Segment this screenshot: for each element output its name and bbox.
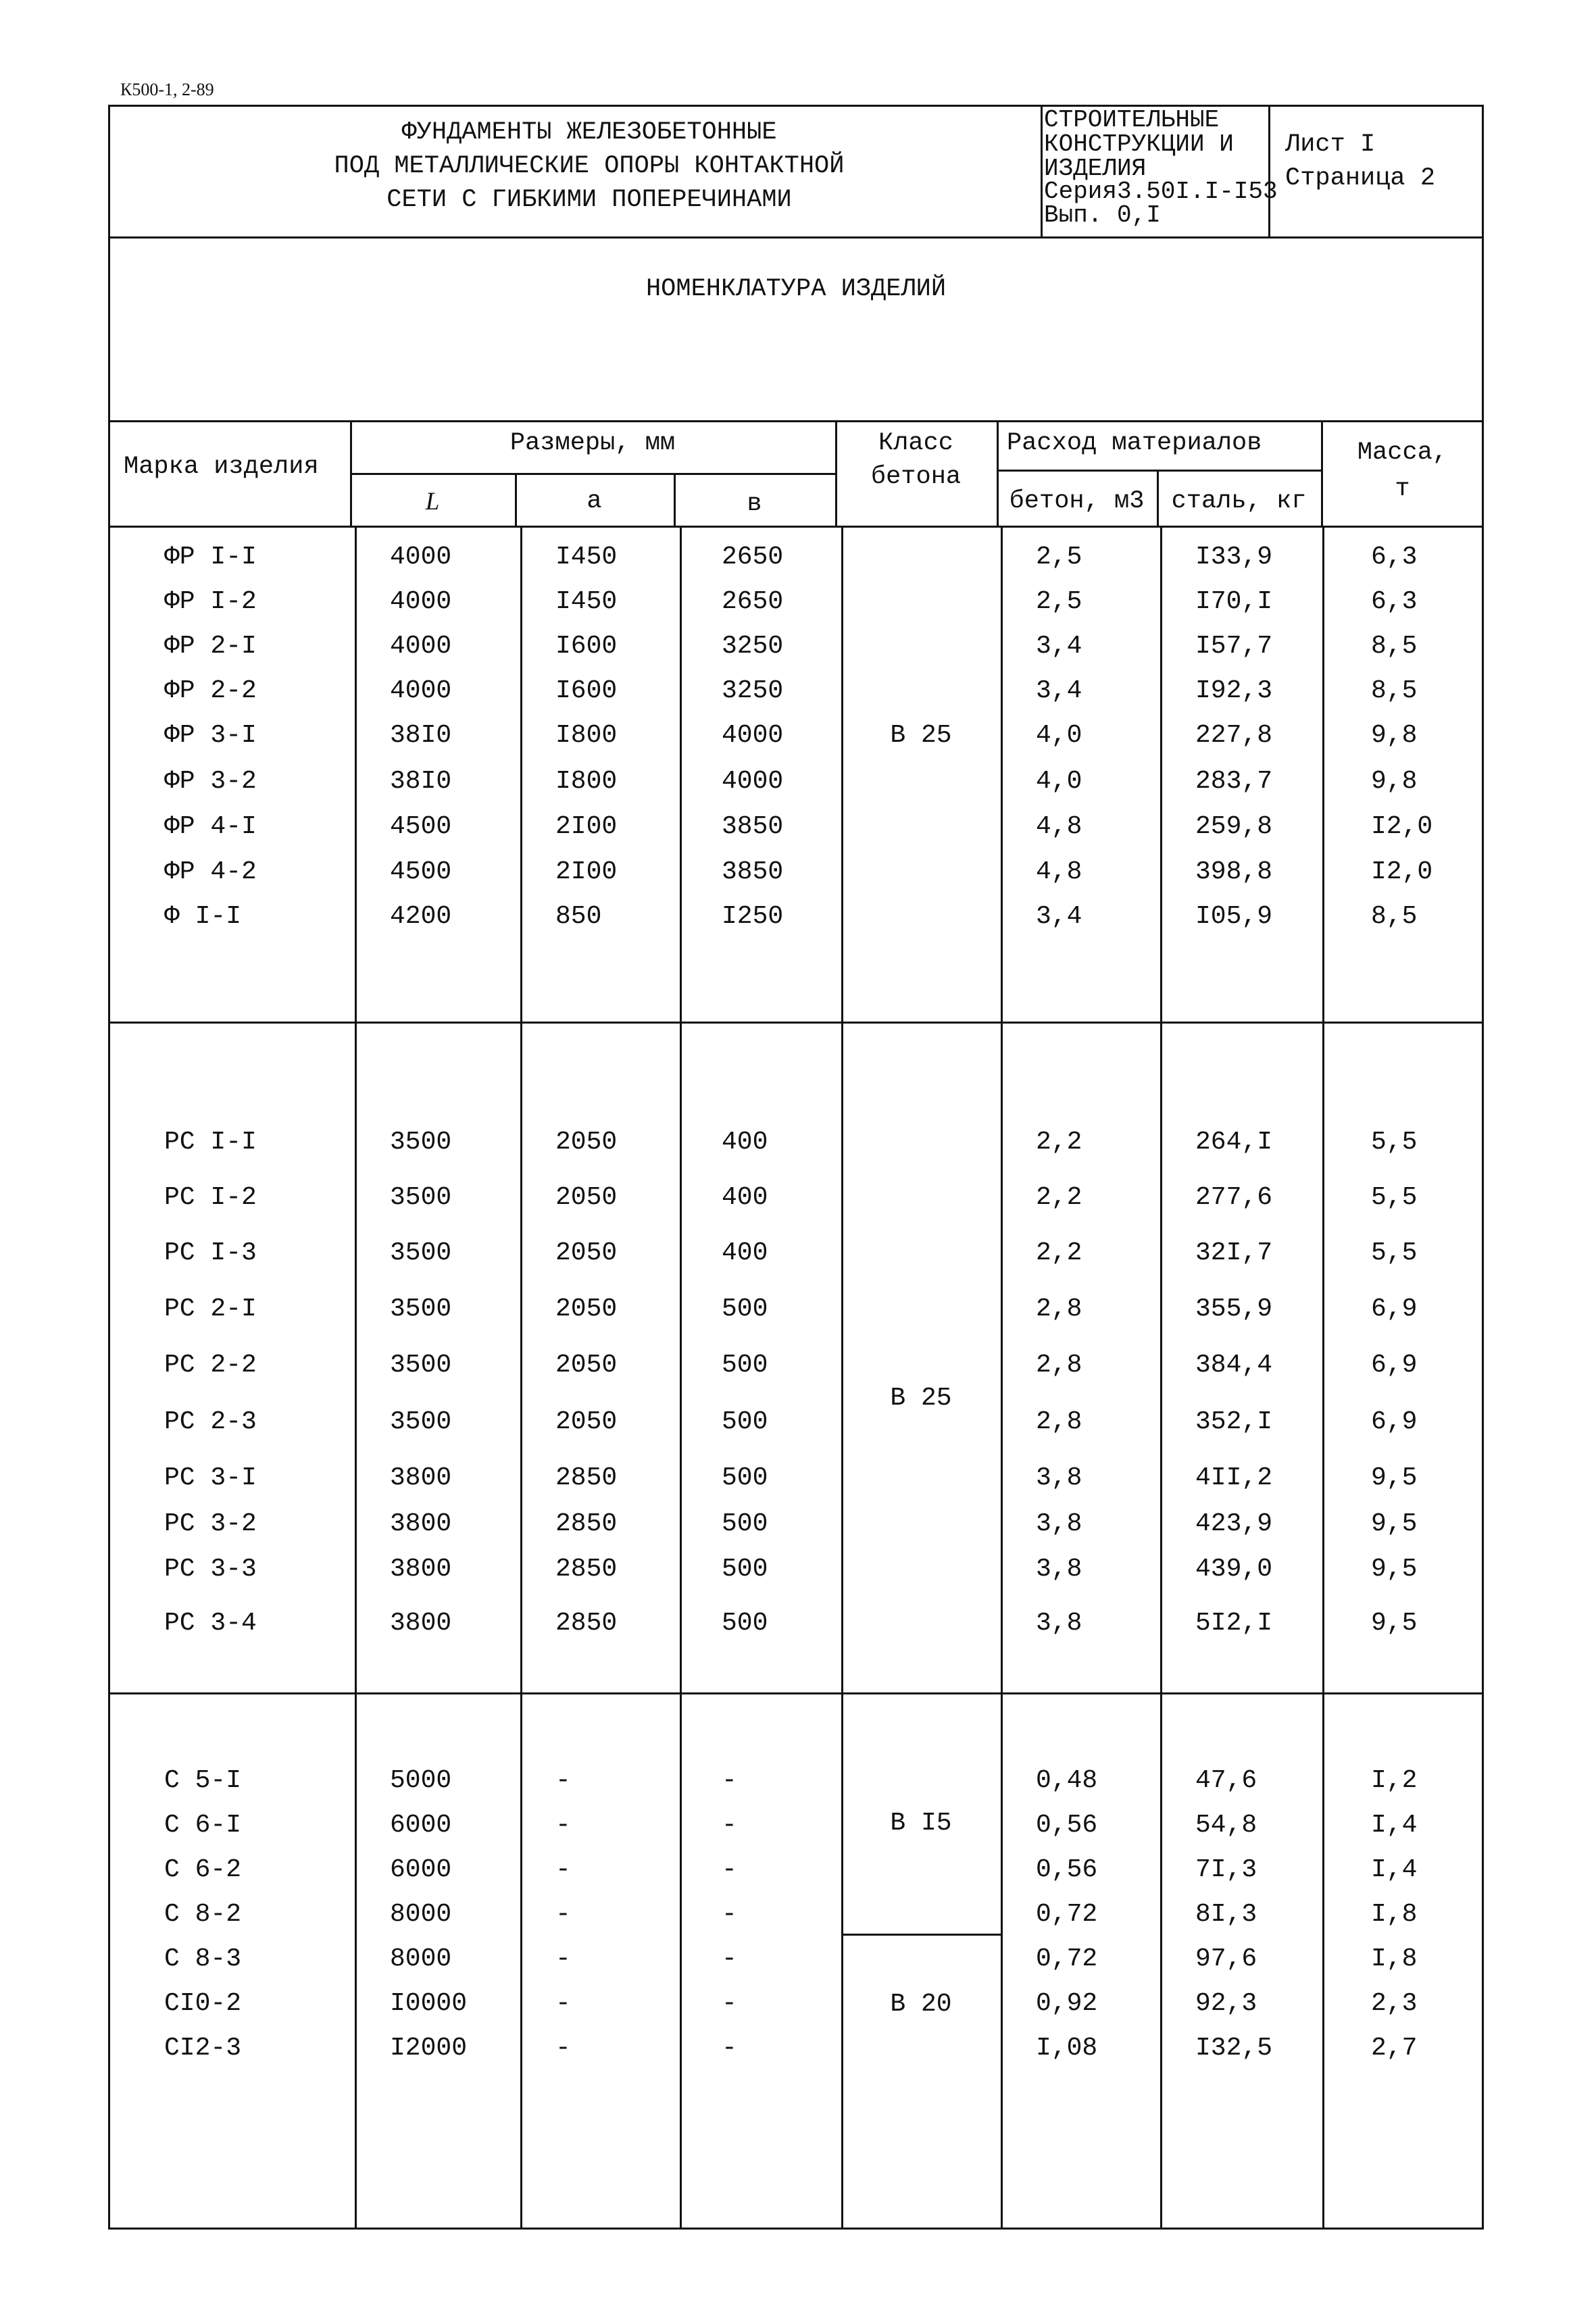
cell-mark: Ф I-I (164, 902, 242, 931)
document-title-line-1: ФУНДАМЕНТЫ ЖЕЛЕЗОБЕТОННЫЕ (401, 118, 777, 147)
cell-mass: 8,5 (1371, 632, 1418, 661)
header-L: L (425, 488, 440, 515)
cell-mark: СI2-3 (164, 2034, 242, 2063)
document-code: К500-1, 2-89 (120, 80, 214, 99)
cell-steel: 355,9 (1195, 1294, 1273, 1324)
cell-mark: С 8-3 (164, 1944, 242, 1973)
class-split-rule (841, 1934, 1001, 1936)
cell-L: 6000 (390, 1811, 452, 1840)
cell-steel: I05,9 (1195, 902, 1273, 931)
cell-mark: ФР 2-I (164, 632, 257, 661)
cell-L: 3800 (390, 1609, 452, 1638)
cell-mass: 5,5 (1371, 1128, 1418, 1157)
cell-mark: СI0-2 (164, 1989, 242, 2018)
cell-mass: 5,5 (1371, 1238, 1418, 1267)
cell-a: - (555, 1855, 571, 1884)
cell-concrete: 3,4 (1036, 902, 1082, 931)
cell-L: 4000 (390, 543, 452, 572)
cell-concrete: 3,4 (1036, 676, 1082, 705)
cell-mass: 9,8 (1371, 767, 1418, 796)
cell-mass: 5,5 (1371, 1183, 1418, 1212)
cell-mass: 9,5 (1371, 1609, 1418, 1638)
cell-b: 3850 (722, 812, 784, 841)
cell-steel: 264,I (1195, 1128, 1273, 1157)
cell-mass: 8,5 (1371, 676, 1418, 705)
cell-b: - (722, 1989, 737, 2018)
cell-steel: 283,7 (1195, 767, 1273, 796)
cell-steel: 384,4 (1195, 1351, 1273, 1380)
cell-a: 2050 (555, 1351, 618, 1380)
cell-a: I800 (555, 767, 618, 796)
cell-b: 500 (722, 1555, 768, 1584)
cell-b: 400 (722, 1183, 768, 1212)
header-materials: Расход материалов (1007, 429, 1262, 457)
cell-steel: I92,3 (1195, 676, 1273, 705)
cell-mark: ФР 3-I (164, 721, 257, 750)
cell-steel: 259,8 (1195, 812, 1273, 841)
cell-L: 8000 (390, 1900, 452, 1929)
cell-a: - (555, 1944, 571, 1973)
section-title: НОМЕНКЛАТУРА ИЗДЕЛИЙ (645, 275, 947, 303)
cell-mass: 6,3 (1371, 543, 1418, 572)
cell-steel: 32I,7 (1195, 1238, 1273, 1267)
cell-a: - (555, 1766, 571, 1795)
cell-steel: I57,7 (1195, 632, 1273, 661)
cell-mass: I,4 (1371, 1855, 1418, 1884)
cell-L: I2000 (390, 2034, 468, 2063)
page-number: Страница 2 (1285, 164, 1436, 193)
header-col-line-mass (1321, 420, 1323, 526)
series-line-2: КОНСТРУКЦИИ И (1044, 130, 1234, 158)
cell-a: 2850 (555, 1509, 618, 1538)
cell-L: 4000 (390, 632, 452, 661)
cell-mark: РС 2-3 (164, 1407, 257, 1436)
header-class-line-1: Класс (878, 429, 954, 457)
cell-mark: С 8-2 (164, 1900, 242, 1929)
cell-mark: РС 3-I (164, 1463, 257, 1492)
cell-L: 3500 (390, 1407, 452, 1436)
cell-a: I800 (555, 721, 618, 750)
cell-a: 850 (555, 902, 602, 931)
cell-steel: 227,8 (1195, 721, 1273, 750)
cell-mark: ФР I-I (164, 543, 257, 572)
cell-concrete: 3,8 (1036, 1609, 1082, 1638)
group-2-concrete-class: В 25 (890, 1384, 952, 1413)
cell-steel: 97,6 (1195, 1944, 1257, 1973)
cell-mark: С 6-I (164, 1811, 242, 1840)
cell-mark: РС 2-I (164, 1294, 257, 1324)
series-line-3: ИЗДЕЛИЯ (1044, 155, 1147, 182)
cell-concrete: 3,8 (1036, 1509, 1082, 1538)
cell-mark: РС I-3 (164, 1238, 257, 1267)
cell-a: 2050 (555, 1407, 618, 1436)
sheet-frame (108, 105, 1484, 2230)
cell-b: 4000 (722, 721, 784, 750)
cell-concrete: 2,5 (1036, 543, 1082, 572)
body-col-line-concrete (1001, 526, 1003, 2230)
title-block-divider-1 (1041, 105, 1043, 236)
cell-mark: ФР 4-2 (164, 857, 257, 886)
cell-mark: РС 3-2 (164, 1509, 257, 1538)
cell-concrete: 3,4 (1036, 632, 1082, 661)
cell-L: 3500 (390, 1183, 452, 1212)
cell-concrete: 4,0 (1036, 721, 1082, 750)
cell-steel: 439,0 (1195, 1555, 1273, 1584)
cell-mass: I,8 (1371, 1900, 1418, 1929)
cell-L: 3500 (390, 1238, 452, 1267)
cell-L: 4500 (390, 857, 452, 886)
sizes-header-rule (350, 473, 835, 475)
cell-steel: I33,9 (1195, 543, 1273, 572)
header-mass-line-1: Масса, (1357, 438, 1448, 467)
cell-L: 6000 (390, 1855, 452, 1884)
cell-mass: I2,0 (1371, 857, 1433, 886)
cell-concrete: 2,2 (1036, 1128, 1082, 1157)
cell-mark: С 6-2 (164, 1855, 242, 1884)
header-b: в (747, 490, 762, 518)
sheet-number: Лист I (1285, 130, 1376, 159)
cell-mass: 8,5 (1371, 902, 1418, 931)
cell-b: - (722, 1811, 737, 1840)
cell-mass: 9,5 (1371, 1509, 1418, 1538)
cell-L: 3500 (390, 1294, 452, 1324)
cell-L: 3500 (390, 1128, 452, 1157)
table-top-rule (108, 420, 1484, 422)
cell-L: 8000 (390, 1944, 452, 1973)
cell-concrete: 0,72 (1036, 1900, 1098, 1929)
cell-mark: РС I-I (164, 1128, 257, 1157)
cell-concrete: 2,5 (1036, 587, 1082, 616)
cell-concrete: 4,8 (1036, 857, 1082, 886)
cell-steel: 352,I (1195, 1407, 1273, 1436)
cell-b: - (722, 1944, 737, 1973)
cell-a: 2I00 (555, 812, 618, 841)
cell-b: 500 (722, 1294, 768, 1324)
cell-a: I600 (555, 676, 618, 705)
cell-a: 2050 (555, 1294, 618, 1324)
cell-steel: I70,I (1195, 587, 1273, 616)
cell-mark: ФР 4-I (164, 812, 257, 841)
cell-b: 3250 (722, 676, 784, 705)
group-separator-2 (108, 1692, 1484, 1694)
cell-mark: ФР 3-2 (164, 767, 257, 796)
body-col-line-b (680, 526, 682, 2230)
header-concrete: бетон, м3 (1009, 487, 1145, 515)
cell-concrete: 0,56 (1036, 1811, 1098, 1840)
body-col-line-steel (1160, 526, 1162, 2230)
cell-concrete: 0,48 (1036, 1766, 1098, 1795)
group-3-concrete-class-top: В I5 (890, 1809, 952, 1838)
cell-concrete: I,08 (1036, 2034, 1098, 2063)
cell-b: - (722, 2034, 737, 2063)
cell-a: - (555, 1811, 571, 1840)
cell-mark: ФР 2-2 (164, 676, 257, 705)
cell-a: 2050 (555, 1128, 618, 1157)
cell-b: 400 (722, 1128, 768, 1157)
header-mark: Марка изделия (124, 453, 319, 481)
cell-concrete: 4,0 (1036, 767, 1082, 796)
cell-steel: 4II,2 (1195, 1463, 1273, 1492)
body-col-line-a (520, 526, 522, 2230)
cell-L: 4000 (390, 676, 452, 705)
body-col-line-mass (1322, 526, 1324, 2230)
cell-L: I0000 (390, 1989, 468, 2018)
cell-concrete: 2,8 (1036, 1407, 1082, 1436)
cell-L: 3800 (390, 1555, 452, 1584)
cell-b: I250 (722, 902, 784, 931)
cell-mass: I,8 (1371, 1944, 1418, 1973)
cell-b: 500 (722, 1509, 768, 1538)
cell-mark: РС 3-4 (164, 1609, 257, 1638)
cell-concrete: 3,8 (1036, 1463, 1082, 1492)
cell-b: 500 (722, 1463, 768, 1492)
header-mass-line-2: т (1395, 475, 1410, 503)
cell-steel: 7I,3 (1195, 1855, 1257, 1884)
cell-mass: 6,9 (1371, 1351, 1418, 1380)
cell-concrete: 4,8 (1036, 812, 1082, 841)
cell-mass: 6,3 (1371, 587, 1418, 616)
header-a: а (587, 487, 602, 515)
cell-mass: I2,0 (1371, 812, 1433, 841)
cell-concrete: 2,2 (1036, 1183, 1082, 1212)
group-separator-1 (108, 1022, 1484, 1024)
materials-header-rule (997, 470, 1321, 472)
table-header-bottom-rule (108, 526, 1484, 528)
cell-steel: 8I,3 (1195, 1900, 1257, 1929)
cell-b: 500 (722, 1609, 768, 1638)
cell-b: 2650 (722, 587, 784, 616)
series-line-1: СТРОИТЕЛЬНЫЕ (1044, 106, 1220, 134)
cell-L: 3800 (390, 1509, 452, 1538)
cell-a: I450 (555, 587, 618, 616)
cell-b: 500 (722, 1351, 768, 1380)
cell-a: I600 (555, 632, 618, 661)
cell-steel: I32,5 (1195, 2034, 1273, 2063)
cell-a: 2050 (555, 1238, 618, 1267)
document-title-line-2: ПОД МЕТАЛЛИЧЕСКИЕ ОПОРЫ КОНТАКТНОЙ (334, 152, 845, 180)
series-line-5: Вып. 0,I (1044, 201, 1161, 229)
cell-mass: 9,5 (1371, 1555, 1418, 1584)
cell-mass: 2,7 (1371, 2034, 1418, 2063)
cell-L: 5000 (390, 1766, 452, 1795)
cell-steel: 5I2,I (1195, 1609, 1273, 1638)
cell-a: 2850 (555, 1609, 618, 1638)
title-block-bottom-rule (108, 236, 1484, 238)
header-class-line-2: бетона (870, 463, 962, 491)
series-line-4: Серия3.50I.I-I53 (1044, 178, 1278, 205)
cell-L: 38I0 (390, 767, 452, 796)
cell-mass: I,2 (1371, 1766, 1418, 1795)
group-3-concrete-class-bottom: В 20 (890, 1990, 952, 2019)
cell-mass: 6,9 (1371, 1294, 1418, 1324)
cell-steel: 398,8 (1195, 857, 1273, 886)
cell-b: 4000 (722, 767, 784, 796)
cell-b: 3250 (722, 632, 784, 661)
cell-concrete: 2,8 (1036, 1351, 1082, 1380)
document-title-line-3: СЕТИ С ГИБКИМИ ПОПЕРЕЧИНАМИ (386, 186, 792, 214)
cell-L: 4200 (390, 902, 452, 931)
cell-mark: ФР I-2 (164, 587, 257, 616)
cell-L: 3500 (390, 1351, 452, 1380)
cell-mass: 9,5 (1371, 1463, 1418, 1492)
cell-a: 2850 (555, 1463, 618, 1492)
header-steel: сталь, кг (1171, 487, 1307, 515)
cell-a: 2050 (555, 1183, 618, 1212)
cell-a: - (555, 1900, 571, 1929)
cell-a: - (555, 2034, 571, 2063)
cell-steel: 423,9 (1195, 1509, 1273, 1538)
header-sizes: Размеры, мм (509, 429, 676, 457)
title-block-divider-2 (1268, 105, 1270, 236)
body-col-line-class (841, 526, 843, 2230)
cell-mass: I,4 (1371, 1811, 1418, 1840)
cell-L: 38I0 (390, 721, 452, 750)
cell-steel: 277,6 (1195, 1183, 1273, 1212)
cell-concrete: 0,56 (1036, 1855, 1098, 1884)
cell-b: 2650 (722, 543, 784, 572)
cell-mark: РС I-2 (164, 1183, 257, 1212)
cell-a: I450 (555, 543, 618, 572)
cell-concrete: 0,92 (1036, 1989, 1098, 2018)
cell-concrete: 0,72 (1036, 1944, 1098, 1973)
cell-b: 500 (722, 1407, 768, 1436)
cell-a: - (555, 1989, 571, 2018)
cell-b: 400 (722, 1238, 768, 1267)
cell-a: 2850 (555, 1555, 618, 1584)
cell-b: - (722, 1855, 737, 1884)
cell-mass: 6,9 (1371, 1407, 1418, 1436)
cell-L: 3800 (390, 1463, 452, 1492)
cell-concrete: 3,8 (1036, 1555, 1082, 1584)
cell-steel: 47,6 (1195, 1766, 1257, 1795)
group-1-concrete-class: В 25 (890, 721, 952, 750)
cell-L: 4500 (390, 812, 452, 841)
cell-mass: 9,8 (1371, 721, 1418, 750)
cell-b: - (722, 1900, 737, 1929)
cell-concrete: 2,2 (1036, 1238, 1082, 1267)
cell-mass: 2,3 (1371, 1989, 1418, 2018)
cell-concrete: 2,8 (1036, 1294, 1082, 1324)
cell-L: 4000 (390, 587, 452, 616)
cell-a: 2I00 (555, 857, 618, 886)
cell-mark: С 5-I (164, 1766, 242, 1795)
cell-steel: 54,8 (1195, 1811, 1257, 1840)
cell-b: 3850 (722, 857, 784, 886)
cell-steel: 92,3 (1195, 1989, 1257, 2018)
cell-mark: РС 2-2 (164, 1351, 257, 1380)
cell-b: - (722, 1766, 737, 1795)
body-col-line-L (355, 526, 357, 2230)
cell-mark: РС 3-3 (164, 1555, 257, 1584)
